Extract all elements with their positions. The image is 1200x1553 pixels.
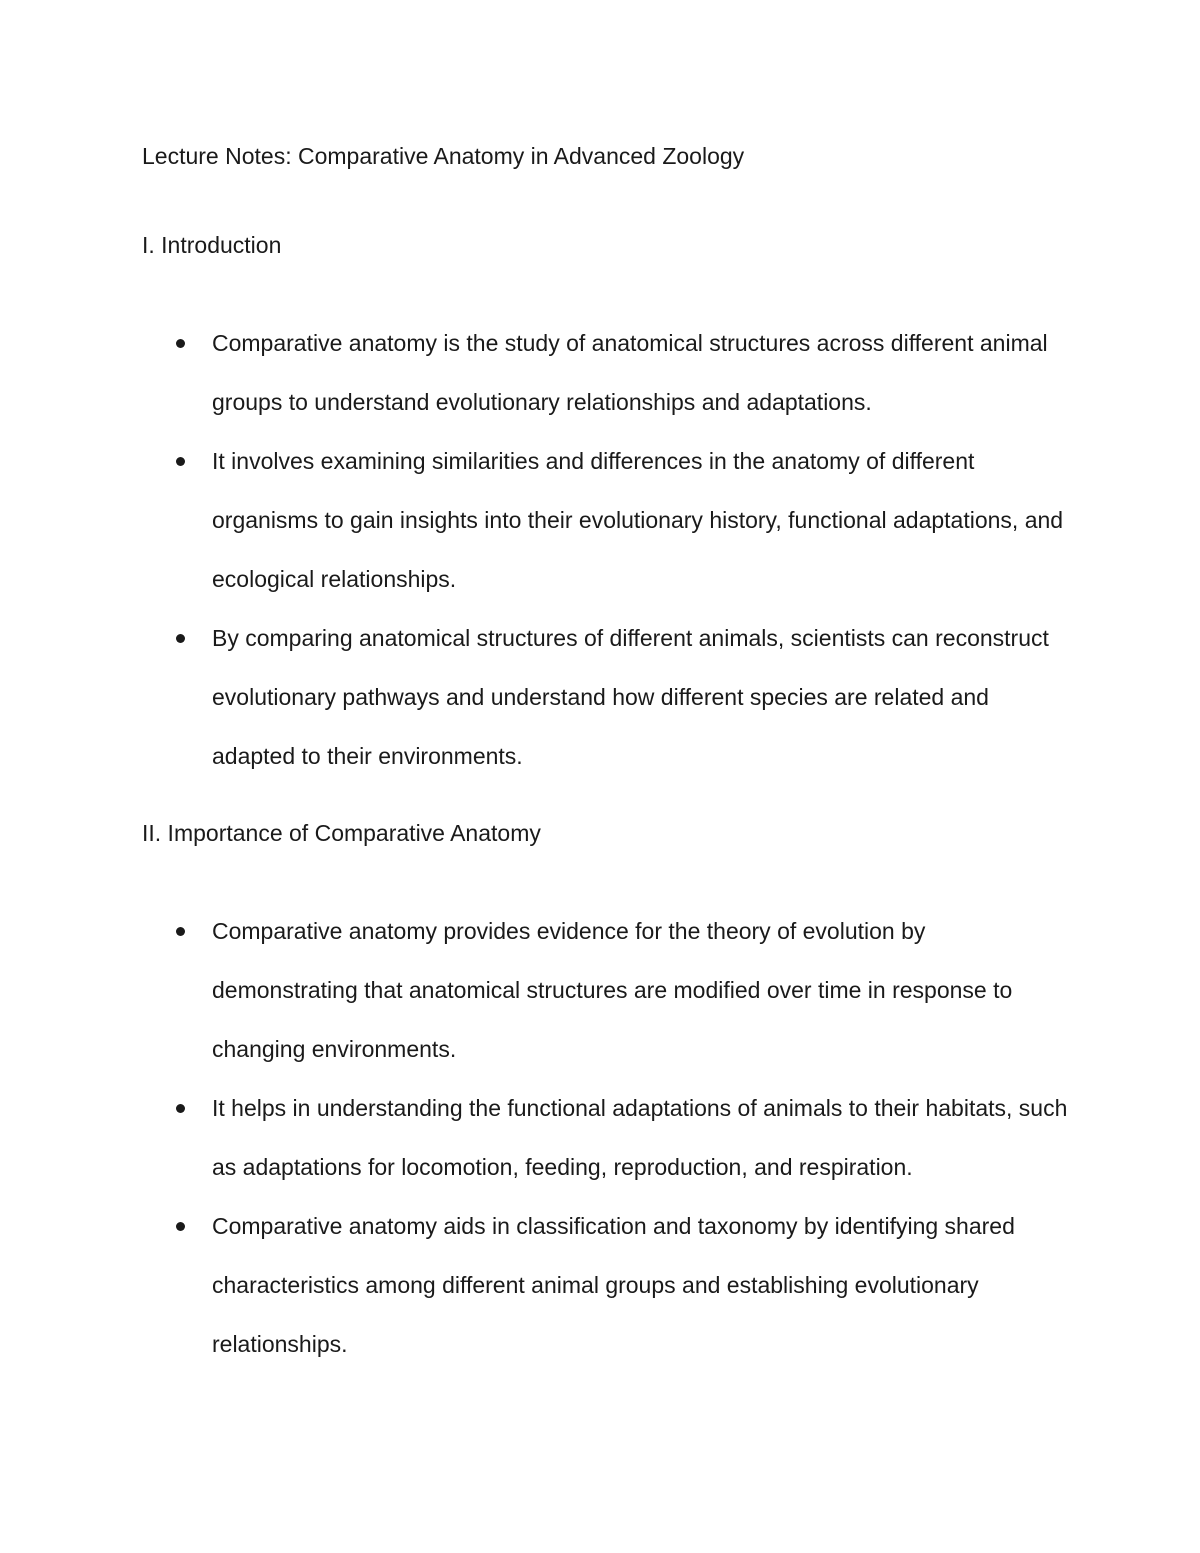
list-item-text: It involves examining similarities and differences in the anatomy of different organisms to gain insights into their evolutionary history, functional adaptations, and ecological relationships. bbox=[212, 448, 1064, 592]
list-item-text: It helps in understanding the functional adaptations of animals to their habitats, such as adaptations for locomotion, feeding, reproduction, and respiration. bbox=[212, 1095, 1068, 1180]
bullet-dot-icon bbox=[176, 457, 185, 466]
introduction-bullet-list bbox=[0, 314, 1200, 786]
section-heading-introduction: I. Introduction bbox=[142, 232, 282, 258]
bullet-dot-icon bbox=[176, 339, 185, 348]
list-item-text: Comparative anatomy aids in classification and taxonomy by identifying shared characteristics among different animal groups and establishing evolutionary relationships. bbox=[212, 1213, 1015, 1357]
list-item bbox=[0, 902, 1072, 1079]
list-item bbox=[0, 314, 1072, 432]
bullet-dot-icon bbox=[176, 927, 185, 936]
list-item-text: Comparative anatomy provides evidence for the theory of evolution by demonstrating that anatomical structures are modified over time in response to changing environments. bbox=[212, 918, 1013, 1062]
bullet-dot-icon bbox=[176, 1104, 185, 1113]
list-item bbox=[0, 1079, 1072, 1197]
bullet-dot-icon bbox=[176, 634, 185, 643]
list-item bbox=[0, 609, 1072, 786]
bullet-dot-icon bbox=[176, 1222, 185, 1231]
list-item-text: Comparative anatomy is the study of anatomical structures across different animal groups to understand evolutionary relationships and adaptations. bbox=[212, 330, 1048, 415]
section-heading-importance: II. Importance of Comparative Anatomy bbox=[142, 820, 541, 846]
list-item bbox=[0, 432, 1072, 609]
list-item bbox=[0, 1197, 1072, 1374]
importance-bullet-list bbox=[0, 902, 1200, 1374]
document-title: Lecture Notes: Comparative Anatomy in Advanced Zoology bbox=[142, 143, 745, 169]
list-item-text: By comparing anatomical structures of different animals, scientists can reconstruct evolutionary pathways and understand how different species are related and adapted to their environments. bbox=[212, 625, 1049, 769]
